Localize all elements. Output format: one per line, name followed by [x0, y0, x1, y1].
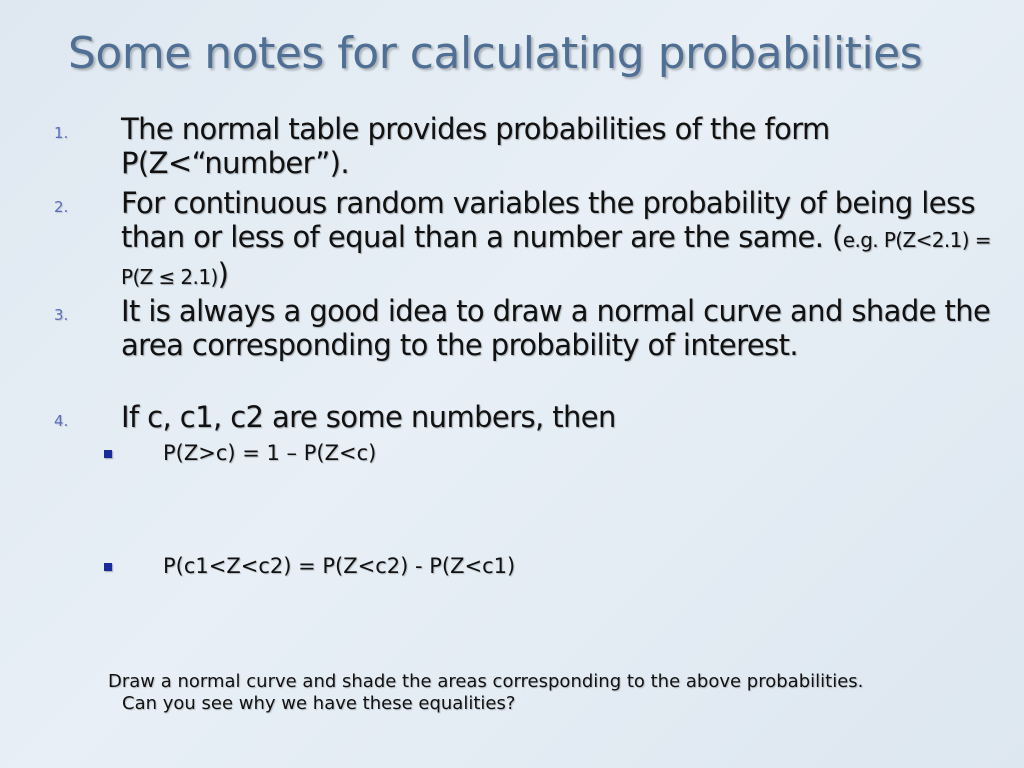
note-line-1: Draw a normal curve and shade the areas corresponding to the above probabilities.: [108, 671, 864, 692]
sub-bullet-text: P(c1<Z<c2) = P(Z<c2) - P(Z<c1): [163, 554, 516, 578]
list-item-text: It is always a good idea to draw a normal curve and shade the area corresponding to the probability of interest.: [121, 294, 991, 362]
list-item-text: The normal table provides probabilities of the form P(Z<“number”).: [121, 112, 830, 180]
list-number: 1.: [54, 124, 69, 142]
sub-bullet-text: P(Z>c) = 1 – P(Z<c): [163, 441, 377, 465]
example-text: e.g. P(Z<2.1) = P(Z ≤ 2.1): [121, 228, 991, 289]
instruction-note: [108, 671, 988, 715]
list-item-main-text: For continuous random variables the probability of being less than or less of equal than a number are the same.: [121, 186, 976, 254]
list-number: 3.: [54, 306, 69, 324]
note-line-2: Can you see why we have these equalities?: [122, 693, 516, 714]
list-item-text: [121, 186, 1001, 294]
square-bullet-icon: [104, 450, 112, 458]
paren-open: (: [832, 220, 843, 254]
list-number: 2.: [54, 198, 69, 216]
square-bullet-icon: [104, 563, 112, 571]
list-number: 4.: [54, 412, 69, 430]
list-item-text: If c, c1, c2 are some numbers, then: [121, 400, 616, 434]
slide-title: Some notes for calculating probabilities: [68, 28, 923, 79]
paren-close: ): [217, 257, 229, 291]
